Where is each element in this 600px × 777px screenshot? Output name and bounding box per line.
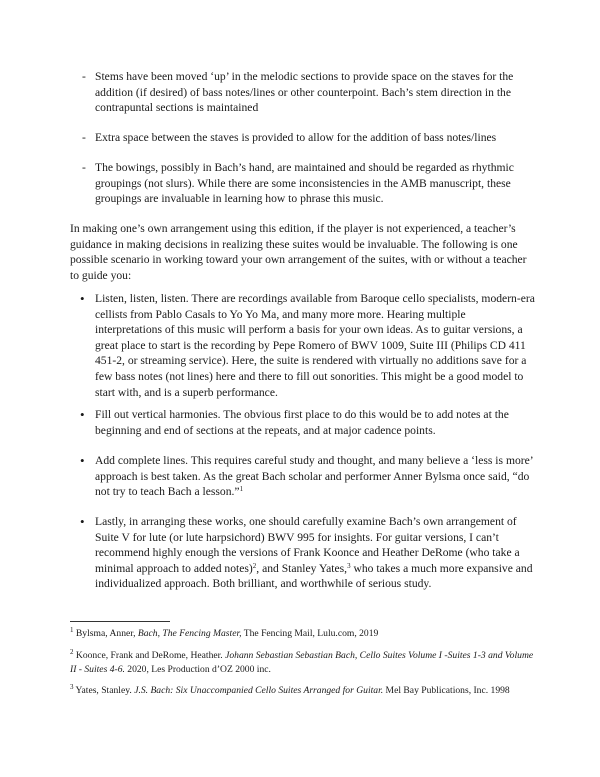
- bullet-list-item: [80, 514, 535, 592]
- footnote-text: 2020, Les Production d’OZ 2000 inc.: [124, 663, 271, 675]
- footnote: [70, 684, 540, 698]
- footnote-title: Johann Sebastian Sebastian Bach, Cello Suites Volume I -Suites 1-3 and Volume II - Suites 4-6.: [70, 650, 534, 675]
- dash-list-item: [82, 160, 535, 207]
- bullet-list-item: [80, 407, 535, 438]
- dash-marker: -: [82, 131, 86, 144]
- footnote-ref[interactable]: 2: [252, 561, 257, 570]
- bullet-list-item: [80, 291, 535, 400]
- bullet-text: Add complete lines. This requires careful study and thought, and many believe a ‘less is more’ approach is best taken. As the great Bach scholar and performer Anner Bylsma once said, “do not try to teach Bach a lesson.”: [95, 454, 533, 499]
- footnote: [70, 649, 540, 676]
- footnote-text: Bylsma, Anner,: [75, 628, 138, 639]
- bullet-text: who takes a much more expansive and individualized approach. Both brilliant, and worthwhile of serious study.: [95, 561, 533, 591]
- bullet-marker: •: [80, 453, 85, 468]
- footnote-text: Yates, Stanley.: [75, 685, 135, 696]
- footnote: [70, 627, 540, 641]
- bullet-text: Lastly, in arranging these works, one should carefully examine Bach’s own arrangement of Suite V for lute (or lute harpsichord) BWV 995 for insights. For guitar versions, I can’t recommend highly enough the versions of Frank Koonce and Heather DeRome (who take a minimal approach to added notes): [95, 515, 520, 575]
- dash-marker: -: [82, 161, 86, 174]
- bullet-list-item: [80, 453, 535, 500]
- bullet-marker: •: [80, 407, 85, 422]
- dash-list-item: [82, 130, 535, 146]
- dash-item-text: The bowings, possibly in Bach’s hand, are maintained and should be regarded as rhythmic groupings (not slurs). While there are some inconsistencies in the AMB manuscript, these groupings are invaluable in learning how to phrase this music.: [95, 161, 514, 206]
- dash-item-text: Extra space between the staves is provided to allow for the addition of bass notes/lines: [95, 131, 497, 144]
- footnote-title: Bach, The Fencing Master,: [137, 628, 242, 639]
- footnote-number: 2: [70, 648, 74, 656]
- bullet-text: , and Stanley Yates,: [256, 561, 348, 575]
- dash-marker: -: [82, 70, 86, 83]
- bullet-text: Fill out vertical harmonies. The obvious first place to do this would be to add notes at the beginning and end of sections at the repeats, and at major cadence points.: [95, 408, 509, 437]
- bullet-marker: •: [80, 514, 85, 529]
- bullet-marker: •: [80, 291, 85, 306]
- footnote-number: 1: [70, 626, 74, 634]
- dash-list-item: [82, 69, 535, 116]
- footnote-number: 3: [70, 683, 74, 691]
- bullet-text: Listen, listen, listen. There are recordings available from Baroque cello specialists, modern-era cellists from Pablo Casals to Yo Yo Ma, and many more more. Hearing multiple interpretations of this music will perform a basis for your own ideas. As to guitar versions, a great place to start is the recording by Pepe Romero of BWV 1009, Suite III (Philips CD 411 451-2, or streaming service). Here, the suite is rendered with virtually no additions save for a few bass notes (not lines) here and there to fill out sonorities. This might be a good model to start with, and is a superb performance.: [95, 292, 535, 399]
- footnote-ref[interactable]: 1: [239, 485, 244, 494]
- footnote-title: J.S. Bach: Six Unaccompanied Cello Suites Arranged for Guitar.: [134, 685, 384, 696]
- footnote-text: Koonce, Frank and DeRome, Heather.: [75, 650, 226, 661]
- footnote-divider: [70, 621, 170, 622]
- footnote-text: Mel Bay Publications, Inc. 1998: [383, 685, 510, 696]
- footnote-ref[interactable]: 3: [347, 561, 351, 570]
- dash-item-text: Stems have been moved ‘up’ in the melodic sections to provide space on the staves for the addition (if desired) of bass notes/lines or other counterpoint. Bach’s stem direction in the contrapuntal sections is maintained: [95, 70, 514, 115]
- footnote-text: The Fencing Mail, Lulu.com, 2019: [241, 628, 379, 639]
- intro-paragraph: In making one’s own arrangement using this edition, if the player is not experienced, a teacher’s guidance in making decisions in realizing these suites would be invaluable. The following is one possible scenario in working toward your own arrangement of the suites, with or without a teacher to guide you:: [70, 222, 527, 282]
